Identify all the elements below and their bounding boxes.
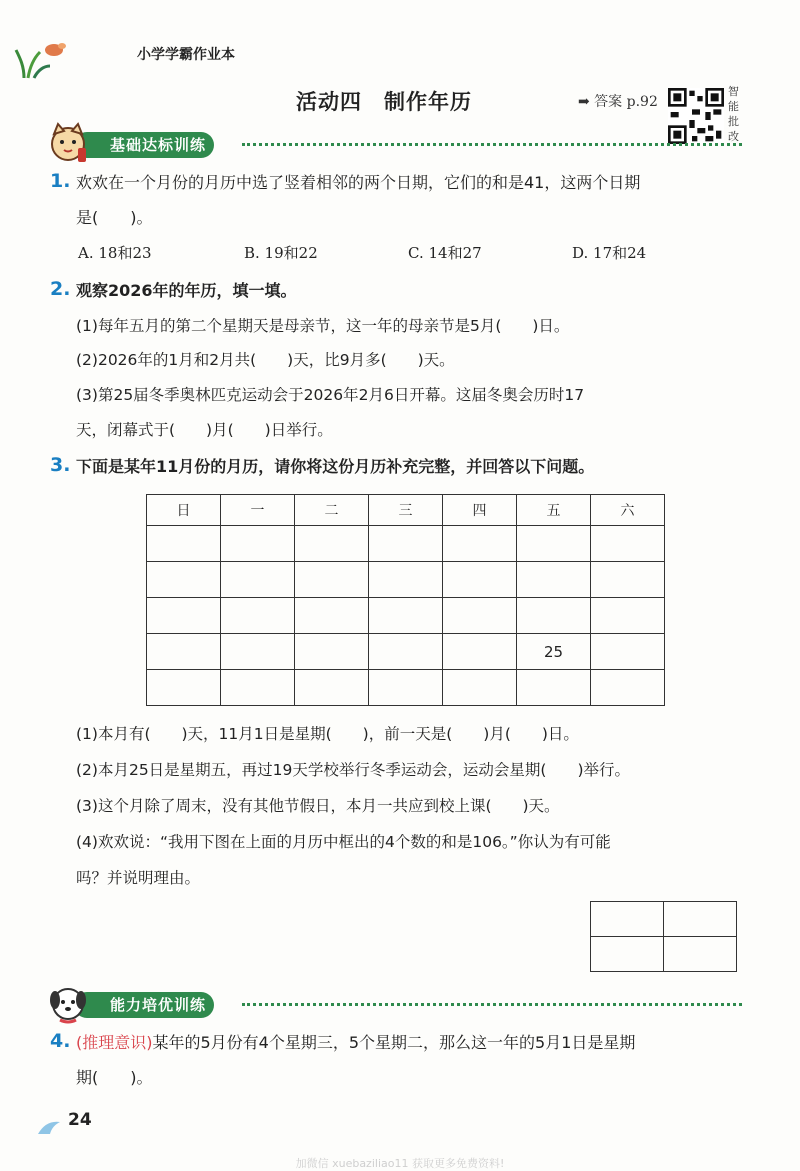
calendar-cell[interactable]: [591, 634, 665, 670]
question-2-sub-1: (1)每年五月的第二个星期天是母亲节，这一年的母亲节是5月( )日。: [76, 317, 570, 335]
calendar-cell[interactable]: [295, 634, 369, 670]
option-d[interactable]: D. 17和24: [572, 244, 647, 262]
question-4-text: [76, 1032, 635, 1054]
calendar-cell[interactable]: [369, 670, 443, 706]
section-title-ability: 能力培优训练: [74, 992, 214, 1018]
calendar-cell[interactable]: [221, 634, 295, 670]
qr-caption-char: 智: [728, 85, 739, 98]
calendar-cell[interactable]: [295, 598, 369, 634]
calendar-cell[interactable]: [369, 634, 443, 670]
calendar-cell[interactable]: [147, 526, 221, 562]
question-2-text: 观察2026年的年历，填一填。: [76, 281, 297, 300]
calendar-cell[interactable]: [147, 562, 221, 598]
calendar-cell[interactable]: [591, 526, 665, 562]
calendar-cell[interactable]: [221, 562, 295, 598]
calendar-cell[interactable]: [147, 634, 221, 670]
option-c[interactable]: C. 14和27: [408, 244, 482, 262]
calendar-cell[interactable]: [443, 598, 517, 634]
calendar-cell[interactable]: [443, 634, 517, 670]
question-number: 4.: [50, 1030, 71, 1052]
section-divider-dots: [242, 143, 742, 146]
page-title: 活动四 制作年历: [296, 90, 472, 114]
calendar-row: [147, 634, 665, 670]
question-tag: (推理意识): [76, 1033, 153, 1052]
weekday-header: 四: [443, 495, 517, 526]
calendar-row: [147, 562, 665, 598]
weekday-header: 五: [517, 495, 591, 526]
calendar-row: [147, 670, 665, 706]
calendar-cell[interactable]: [147, 598, 221, 634]
footer-watermark: 加微信 xuebaziliao11 获取更多免费资料!: [295, 1157, 505, 1170]
question-3-sub-4-cont: 吗？并说明理由。: [76, 869, 201, 887]
plant-logo-icon: [14, 40, 66, 80]
section-divider-dots: [242, 1003, 742, 1006]
calendar-cell[interactable]: [443, 670, 517, 706]
calendar-cell-given: 25: [517, 634, 591, 670]
calendar-cell[interactable]: [295, 670, 369, 706]
calendar-cell[interactable]: [517, 598, 591, 634]
question-number: 3.: [50, 454, 71, 476]
dog-mascot-icon: [46, 982, 90, 1026]
weekday-header: 一: [221, 495, 295, 526]
weekday-header: 六: [591, 495, 665, 526]
calendar-cell[interactable]: [517, 526, 591, 562]
question-2-sub-2: (2)2026年的1月和2月共( )天，比9月多( )天。: [76, 351, 455, 369]
page-number: 24: [68, 1110, 92, 1130]
question-number: 1.: [50, 170, 71, 192]
answer-reference: ➡ 答案 p.92: [578, 94, 658, 110]
calendar-header-row: [147, 495, 665, 526]
calendar-row: [147, 598, 665, 634]
frame-cell: [664, 937, 737, 972]
question-4-line-1: 某年的5月份有4个星期三，5个星期二，那么这一年的5月1日是星期: [152, 1033, 636, 1052]
calendar-cell[interactable]: [147, 670, 221, 706]
question-4-text-cont: 期( )。: [76, 1068, 153, 1087]
calendar-cell[interactable]: [443, 562, 517, 598]
brand-name: 小学学霸作业本: [137, 47, 235, 63]
calendar-table: [146, 494, 665, 706]
section-banner-ability: [46, 988, 746, 1024]
frame-cell: [591, 937, 664, 972]
question-3-sub-4: (4)欢欢说：“我用下图在上面的月历中框出的4个数的和是106。”你认为有可能: [76, 833, 611, 851]
question-3-sub-2: (2)本月25日是星期五，再过19天学校举行冬季运动会，运动会星期( )举行。: [76, 761, 630, 779]
cat-mascot-icon: [46, 122, 90, 166]
calendar-cell[interactable]: [517, 562, 591, 598]
question-2-sub-3-cont: 天，闭幕式于( )月( )日举行。: [76, 421, 333, 439]
question-3-text: 下面是某年11月份的月历，请你将这份月历补充完整，并回答以下问题。: [76, 457, 595, 476]
question-number: 2.: [50, 278, 71, 300]
frame-cell: [591, 902, 664, 937]
calendar-cell[interactable]: [221, 670, 295, 706]
calendar-cell[interactable]: [517, 670, 591, 706]
section-title-basic: 基础达标训练: [74, 132, 214, 158]
calendar-cell[interactable]: [369, 526, 443, 562]
calendar-row: [147, 526, 665, 562]
calendar-cell[interactable]: [295, 562, 369, 598]
frame-cell: [664, 902, 737, 937]
weekday-header: 三: [369, 495, 443, 526]
calendar-cell[interactable]: [221, 526, 295, 562]
qr-caption-char: 能: [728, 100, 739, 113]
section-banner-basic: [46, 128, 746, 164]
option-b[interactable]: B. 19和22: [244, 244, 318, 262]
question-1-text-cont: 是( )。: [76, 208, 153, 227]
calendar-cell[interactable]: [591, 598, 665, 634]
option-a[interactable]: A. 18和23: [78, 244, 152, 262]
calendar-cell[interactable]: [221, 598, 295, 634]
qr-caption-char: 改: [728, 130, 739, 143]
dolphin-icon: [36, 1116, 62, 1138]
qr-caption-char: 批: [728, 115, 739, 128]
calendar-cell[interactable]: [295, 526, 369, 562]
calendar-cell[interactable]: [369, 562, 443, 598]
weekday-header: 日: [147, 495, 221, 526]
calendar-cell[interactable]: [591, 562, 665, 598]
question-3-sub-1: (1)本月有( )天，11月1日是星期( )，前一天是( )月( )日。: [76, 725, 579, 743]
question-2-sub-3: (3)第25届冬季奥林匹克运动会于2026年2月6日开幕。这届冬奥会历时17: [76, 386, 585, 404]
question-1-text: 欢欢在一个月份的月历中选了竖着相邻的两个日期，它们的和是41，这两个日期: [76, 173, 641, 192]
question-3-sub-3: (3)这个月除了周末，没有其他节假日，本月一共应到校上课( )天。: [76, 797, 560, 815]
calendar-cell[interactable]: [443, 526, 517, 562]
weekday-header: 二: [295, 495, 369, 526]
frame-grid-2x2: [590, 901, 737, 972]
calendar-cell[interactable]: [591, 670, 665, 706]
calendar-cell[interactable]: [369, 598, 443, 634]
